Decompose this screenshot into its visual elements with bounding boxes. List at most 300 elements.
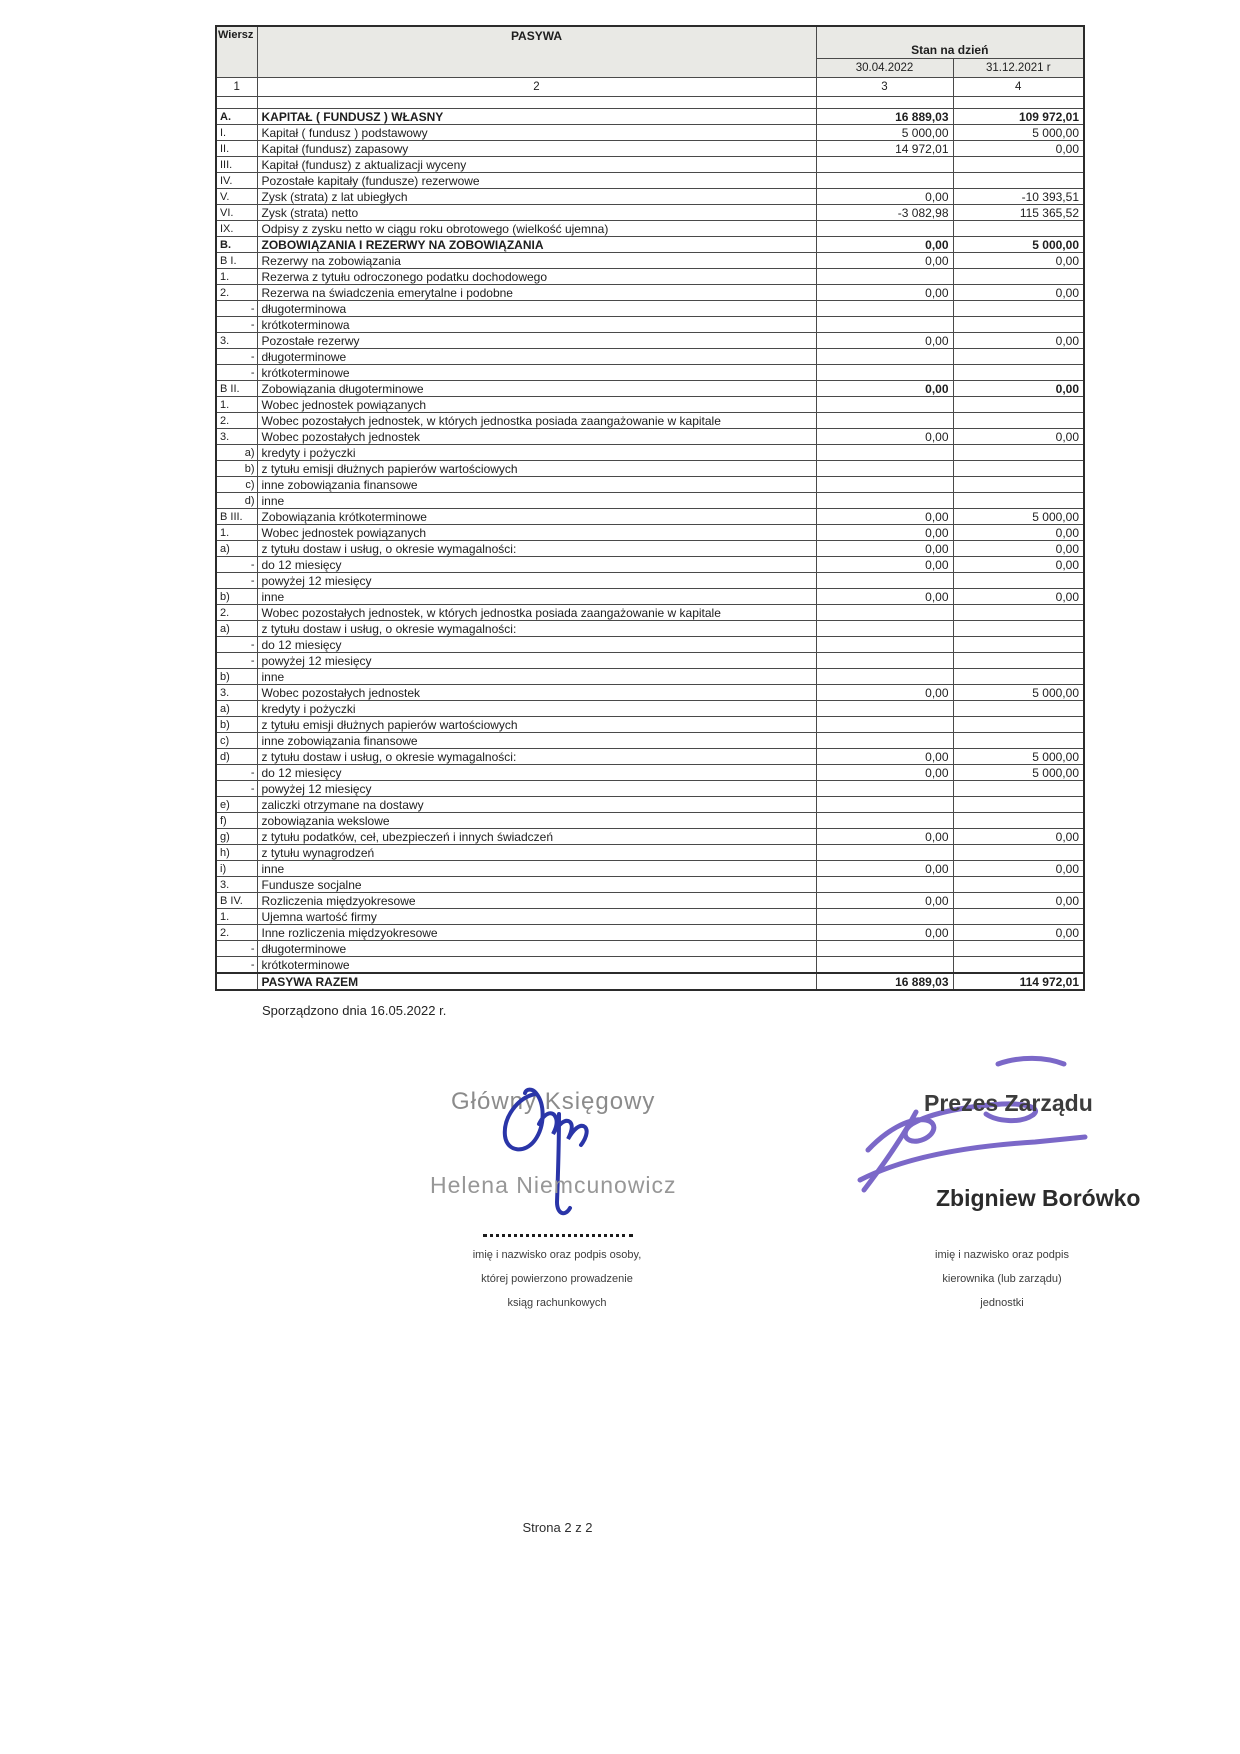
table-row bbox=[216, 925, 1084, 941]
row-value-30-04-2022 bbox=[816, 701, 953, 717]
row-label-cell: Inne rozliczenia międzyokresowe bbox=[257, 925, 816, 941]
row-value-30-04-2022: 0,00 bbox=[816, 685, 953, 701]
row-number-cell: b) bbox=[216, 669, 257, 685]
row-number-cell: 1. bbox=[216, 909, 257, 925]
row-value-31-12-2021 bbox=[953, 221, 1084, 237]
signature-dotted-line bbox=[483, 1234, 633, 1237]
table-row bbox=[216, 301, 1084, 317]
row-value-31-12-2021 bbox=[953, 845, 1084, 861]
row-number-cell: a) bbox=[216, 541, 257, 557]
table-row bbox=[216, 621, 1084, 637]
table-row bbox=[216, 525, 1084, 541]
row-number-cell: - bbox=[216, 557, 257, 573]
row-value-31-12-2021 bbox=[953, 493, 1084, 509]
liabilities-table-container bbox=[215, 25, 1085, 991]
row-label-cell: ZOBOWIĄZANIA I REZERWY NA ZOBOWIĄZANIA bbox=[257, 237, 816, 253]
row-value-31-12-2021: 0,00 bbox=[953, 589, 1084, 605]
table-row bbox=[216, 909, 1084, 925]
row-value-30-04-2022 bbox=[816, 397, 953, 413]
row-number-cell: VI. bbox=[216, 205, 257, 221]
row-value-31-12-2021 bbox=[953, 781, 1084, 797]
row-value-31-12-2021 bbox=[953, 733, 1084, 749]
column-number-3: 3 bbox=[816, 78, 953, 97]
row-value-30-04-2022 bbox=[816, 653, 953, 669]
row-number-cell: B III. bbox=[216, 509, 257, 525]
row-value-31-12-2021: 0,00 bbox=[953, 541, 1084, 557]
row-value-30-04-2022 bbox=[816, 797, 953, 813]
table-row bbox=[216, 173, 1084, 189]
row-value-30-04-2022: 0,00 bbox=[816, 557, 953, 573]
row-number-cell: 1. bbox=[216, 525, 257, 541]
row-value-30-04-2022: -3 082,98 bbox=[816, 205, 953, 221]
row-value-31-12-2021: 5 000,00 bbox=[953, 125, 1084, 141]
row-number-cell: 2. bbox=[216, 925, 257, 941]
table-row bbox=[216, 157, 1084, 173]
row-value-31-12-2021: 0,00 bbox=[953, 381, 1084, 397]
row-number-cell: - bbox=[216, 573, 257, 589]
row-value-31-12-2021 bbox=[953, 957, 1084, 974]
row-label-cell: z tytułu dostaw i usług, o okresie wymagalności: bbox=[257, 541, 816, 557]
row-number-cell: 1. bbox=[216, 269, 257, 285]
header-pasywa: PASYWA bbox=[257, 26, 816, 78]
row-value-30-04-2022: 0,00 bbox=[816, 285, 953, 301]
row-label-cell: długoterminowe bbox=[257, 349, 816, 365]
row-number-cell: b) bbox=[216, 589, 257, 605]
row-number-cell: B. bbox=[216, 237, 257, 253]
table-row bbox=[216, 109, 1084, 125]
row-value-31-12-2021 bbox=[953, 413, 1084, 429]
row-value-31-12-2021 bbox=[953, 621, 1084, 637]
table-row bbox=[216, 717, 1084, 733]
row-label-cell: Rezerwa z tytułu odroczonego podatku dochodowego bbox=[257, 269, 816, 285]
table-row bbox=[216, 605, 1084, 621]
right-caption-line-2: kierownika (lub zarządu) bbox=[942, 1273, 1062, 1285]
row-label-cell: inne bbox=[257, 669, 816, 685]
row-label-cell: zaliczki otrzymane na dostawy bbox=[257, 797, 816, 813]
row-value-30-04-2022 bbox=[816, 173, 953, 189]
row-value-31-12-2021 bbox=[953, 349, 1084, 365]
row-number-cell: - bbox=[216, 957, 257, 974]
row-value-30-04-2022: 0,00 bbox=[816, 589, 953, 605]
row-value-31-12-2021 bbox=[953, 669, 1084, 685]
row-number-cell: - bbox=[216, 317, 257, 333]
row-number-cell: i) bbox=[216, 861, 257, 877]
row-label-cell: Fundusze socjalne bbox=[257, 877, 816, 893]
row-label-cell: kredyty i pożyczki bbox=[257, 445, 816, 461]
row-number-cell: c) bbox=[216, 733, 257, 749]
row-label-cell: Pozostałe rezerwy bbox=[257, 333, 816, 349]
row-number-cell: IV. bbox=[216, 173, 257, 189]
page-number-footer: Strona 2 z 2 bbox=[522, 1520, 593, 1535]
row-value-31-12-2021 bbox=[953, 157, 1084, 173]
table-row bbox=[216, 381, 1084, 397]
row-number-cell: - bbox=[216, 365, 257, 381]
row-value-30-04-2022 bbox=[816, 957, 953, 974]
table-row bbox=[216, 685, 1084, 701]
row-label-cell: PASYWA RAZEM bbox=[257, 973, 816, 990]
row-label-cell: do 12 miesięcy bbox=[257, 557, 816, 573]
row-value-31-12-2021 bbox=[953, 269, 1084, 285]
row-label-cell: Rozliczenia międzyokresowe bbox=[257, 893, 816, 909]
row-label-cell: Rezerwa na świadczenia emerytalne i podobne bbox=[257, 285, 816, 301]
left-signature-role: Główny Księgowy bbox=[451, 1088, 656, 1115]
row-number-cell: 3. bbox=[216, 877, 257, 893]
row-value-30-04-2022 bbox=[816, 573, 953, 589]
row-label-cell: kredyty i pożyczki bbox=[257, 701, 816, 717]
row-value-30-04-2022 bbox=[816, 845, 953, 861]
table-row bbox=[216, 253, 1084, 269]
row-value-31-12-2021 bbox=[953, 605, 1084, 621]
row-label-cell: Zobowiązania długoterminowe bbox=[257, 381, 816, 397]
row-value-31-12-2021: 5 000,00 bbox=[953, 765, 1084, 781]
row-number-cell: 3. bbox=[216, 429, 257, 445]
row-value-31-12-2021 bbox=[953, 365, 1084, 381]
row-value-31-12-2021: 5 000,00 bbox=[953, 685, 1084, 701]
row-value-30-04-2022 bbox=[816, 413, 953, 429]
row-label-cell: inne zobowiązania finansowe bbox=[257, 477, 816, 493]
right-signature-name: Zbigniew Borówko bbox=[936, 1185, 1141, 1211]
left-caption-line-2: której powierzono prowadzenie bbox=[481, 1273, 633, 1285]
table-row bbox=[216, 669, 1084, 685]
table-row bbox=[216, 845, 1084, 861]
table-row bbox=[216, 461, 1084, 477]
row-value-31-12-2021 bbox=[953, 637, 1084, 653]
row-value-31-12-2021 bbox=[953, 445, 1084, 461]
row-label-cell: długoterminowa bbox=[257, 301, 816, 317]
row-value-30-04-2022 bbox=[816, 941, 953, 957]
row-label-cell: Zysk (strata) netto bbox=[257, 205, 816, 221]
header-date-1: 30.04.2022 bbox=[816, 58, 953, 77]
table-row bbox=[216, 733, 1084, 749]
row-value-31-12-2021: 114 972,01 bbox=[953, 973, 1084, 990]
row-label-cell: Kapitał ( fundusz ) podstawowy bbox=[257, 125, 816, 141]
row-number-cell: - bbox=[216, 653, 257, 669]
row-number-cell: B II. bbox=[216, 381, 257, 397]
table-row bbox=[216, 509, 1084, 525]
column-number-2: 2 bbox=[257, 78, 816, 97]
row-value-31-12-2021: 0,00 bbox=[953, 893, 1084, 909]
table-row bbox=[216, 941, 1084, 957]
row-value-31-12-2021: 0,00 bbox=[953, 253, 1084, 269]
row-number-cell: - bbox=[216, 765, 257, 781]
row-label-cell: do 12 miesięcy bbox=[257, 765, 816, 781]
row-value-31-12-2021 bbox=[953, 701, 1084, 717]
row-value-31-12-2021 bbox=[953, 941, 1084, 957]
row-number-cell: c) bbox=[216, 477, 257, 493]
row-value-30-04-2022 bbox=[816, 621, 953, 637]
left-signature-name: Helena Niemcunowicz bbox=[430, 1172, 677, 1198]
table-row bbox=[216, 349, 1084, 365]
table-row bbox=[216, 829, 1084, 845]
row-value-31-12-2021 bbox=[953, 717, 1084, 733]
row-value-30-04-2022 bbox=[816, 445, 953, 461]
row-value-30-04-2022: 0,00 bbox=[816, 749, 953, 765]
row-value-31-12-2021 bbox=[953, 173, 1084, 189]
row-value-31-12-2021: 0,00 bbox=[953, 333, 1084, 349]
row-value-31-12-2021 bbox=[953, 477, 1084, 493]
row-value-31-12-2021: 5 000,00 bbox=[953, 237, 1084, 253]
accountant-signature-icon bbox=[495, 1080, 615, 1230]
row-value-30-04-2022: 0,00 bbox=[816, 509, 953, 525]
row-value-31-12-2021 bbox=[953, 797, 1084, 813]
row-value-30-04-2022 bbox=[816, 813, 953, 829]
row-value-31-12-2021 bbox=[953, 877, 1084, 893]
row-label-cell: krótkoterminowa bbox=[257, 317, 816, 333]
row-label-cell: inne bbox=[257, 589, 816, 605]
table-row bbox=[216, 429, 1084, 445]
row-label-cell: inne bbox=[257, 861, 816, 877]
row-value-31-12-2021: 5 000,00 bbox=[953, 509, 1084, 525]
table-row bbox=[216, 221, 1084, 237]
row-value-30-04-2022: 0,00 bbox=[816, 333, 953, 349]
left-caption-line-1: imię i nazwisko oraz podpis osoby, bbox=[472, 1249, 642, 1261]
row-value-31-12-2021 bbox=[953, 909, 1084, 925]
row-value-31-12-2021: 0,00 bbox=[953, 429, 1084, 445]
row-number-cell: B IV. bbox=[216, 893, 257, 909]
row-label-cell: Wobec pozostałych jednostek bbox=[257, 429, 816, 445]
row-number-cell: IX. bbox=[216, 221, 257, 237]
row-label-cell: Kapitał (fundusz) zapasowy bbox=[257, 141, 816, 157]
row-value-30-04-2022: 0,00 bbox=[816, 829, 953, 845]
row-value-30-04-2022 bbox=[816, 365, 953, 381]
row-number-cell: 2. bbox=[216, 413, 257, 429]
row-value-30-04-2022: 0,00 bbox=[816, 925, 953, 941]
row-value-30-04-2022: 0,00 bbox=[816, 893, 953, 909]
row-value-31-12-2021 bbox=[953, 397, 1084, 413]
row-number-cell: - bbox=[216, 301, 257, 317]
left-caption-line-3: ksiąg rachunkowych bbox=[507, 1297, 607, 1309]
header-row-column: Wiersz bbox=[216, 26, 257, 78]
row-value-30-04-2022: 0,00 bbox=[816, 253, 953, 269]
table-row bbox=[216, 813, 1084, 829]
row-value-30-04-2022 bbox=[816, 733, 953, 749]
row-number-cell: I. bbox=[216, 125, 257, 141]
table-row bbox=[216, 893, 1084, 909]
row-number-cell: A. bbox=[216, 109, 257, 125]
row-value-30-04-2022: 0,00 bbox=[816, 429, 953, 445]
table-row bbox=[216, 877, 1084, 893]
row-label-cell: Ujemna wartość firmy bbox=[257, 909, 816, 925]
table-row bbox=[216, 125, 1084, 141]
row-number-cell: 2. bbox=[216, 285, 257, 301]
row-number-cell: a) bbox=[216, 445, 257, 461]
row-label-cell: zobowiązania wekslowe bbox=[257, 813, 816, 829]
row-label-cell: krótkoterminowe bbox=[257, 957, 816, 974]
table-row bbox=[216, 237, 1084, 253]
row-value-30-04-2022: 0,00 bbox=[816, 381, 953, 397]
table-row bbox=[216, 205, 1084, 221]
row-value-30-04-2022 bbox=[816, 493, 953, 509]
row-value-31-12-2021 bbox=[953, 317, 1084, 333]
row-value-30-04-2022: 0,00 bbox=[816, 525, 953, 541]
table-row bbox=[216, 749, 1084, 765]
row-number-cell: II. bbox=[216, 141, 257, 157]
table-row bbox=[216, 573, 1084, 589]
row-label-cell: z tytułu wynagrodzeń bbox=[257, 845, 816, 861]
row-number-cell: - bbox=[216, 349, 257, 365]
row-label-cell: inne bbox=[257, 493, 816, 509]
row-number-cell: 1. bbox=[216, 397, 257, 413]
row-label-cell: powyżej 12 miesięcy bbox=[257, 573, 816, 589]
row-number-cell: b) bbox=[216, 461, 257, 477]
table-row bbox=[216, 141, 1084, 157]
table-row bbox=[216, 445, 1084, 461]
row-value-30-04-2022 bbox=[816, 301, 953, 317]
table-row bbox=[216, 861, 1084, 877]
balance-sheet-table bbox=[215, 25, 1085, 991]
row-value-30-04-2022 bbox=[816, 781, 953, 797]
row-value-31-12-2021: 0,00 bbox=[953, 141, 1084, 157]
row-number-cell: g) bbox=[216, 829, 257, 845]
row-label-cell: Wobec pozostałych jednostek, w których jednostka posiada zaangażowanie w kapitale bbox=[257, 413, 816, 429]
column-number-1: 1 bbox=[216, 78, 257, 97]
right-caption-line-3: jednostki bbox=[980, 1297, 1024, 1309]
column-number-4: 4 bbox=[953, 78, 1084, 97]
table-row bbox=[216, 541, 1084, 557]
row-value-30-04-2022: 14 972,01 bbox=[816, 141, 953, 157]
row-value-31-12-2021: 115 365,52 bbox=[953, 205, 1084, 221]
row-number-cell: e) bbox=[216, 797, 257, 813]
row-value-30-04-2022: 0,00 bbox=[816, 189, 953, 205]
row-label-cell: Rezerwy na zobowiązania bbox=[257, 253, 816, 269]
row-label-cell: długoterminowe bbox=[257, 941, 816, 957]
table-row bbox=[216, 797, 1084, 813]
row-label-cell: Pozostałe kapitały (fundusze) rezerwowe bbox=[257, 173, 816, 189]
row-label-cell: z tytułu dostaw i usług, o okresie wymagalności: bbox=[257, 749, 816, 765]
table-row bbox=[216, 781, 1084, 797]
table-row bbox=[216, 189, 1084, 205]
table-row bbox=[216, 397, 1084, 413]
table-row bbox=[216, 317, 1084, 333]
table-row bbox=[216, 589, 1084, 605]
table-row bbox=[216, 557, 1084, 573]
row-label-cell: KAPITAŁ ( FUNDUSZ ) WŁASNY bbox=[257, 109, 816, 125]
row-label-cell: Wobec pozostałych jednostek, w których jednostka posiada zaangażowanie w kapitale bbox=[257, 605, 816, 621]
row-value-31-12-2021: -10 393,51 bbox=[953, 189, 1084, 205]
row-label-cell: z tytułu podatków, ceł, ubezpieczeń i innych świadczeń bbox=[257, 829, 816, 845]
row-value-30-04-2022 bbox=[816, 461, 953, 477]
row-number-cell: - bbox=[216, 781, 257, 797]
row-value-31-12-2021 bbox=[953, 301, 1084, 317]
table-row bbox=[216, 365, 1084, 381]
row-number-cell: - bbox=[216, 941, 257, 957]
row-value-30-04-2022 bbox=[816, 477, 953, 493]
row-value-30-04-2022 bbox=[816, 605, 953, 621]
row-number-cell: f) bbox=[216, 813, 257, 829]
row-value-31-12-2021: 0,00 bbox=[953, 829, 1084, 845]
row-label-cell: z tytułu dostaw i usług, o okresie wymagalności: bbox=[257, 621, 816, 637]
row-value-30-04-2022: 16 889,03 bbox=[816, 109, 953, 125]
row-label-cell: powyżej 12 miesięcy bbox=[257, 781, 816, 797]
row-value-30-04-2022: 0,00 bbox=[816, 861, 953, 877]
row-value-31-12-2021 bbox=[953, 573, 1084, 589]
header-date-2: 31.12.2021 r bbox=[953, 58, 1084, 77]
row-number-cell: III. bbox=[216, 157, 257, 173]
row-number-cell: 3. bbox=[216, 333, 257, 349]
row-value-30-04-2022 bbox=[816, 269, 953, 285]
row-number-cell: V. bbox=[216, 189, 257, 205]
row-label-cell: z tytułu emisji dłużnych papierów wartościowych bbox=[257, 461, 816, 477]
row-number-cell: d) bbox=[216, 749, 257, 765]
row-number-cell: B I. bbox=[216, 253, 257, 269]
row-value-30-04-2022 bbox=[816, 877, 953, 893]
row-value-30-04-2022: 0,00 bbox=[816, 765, 953, 781]
row-value-30-04-2022 bbox=[816, 669, 953, 685]
row-value-31-12-2021: 0,00 bbox=[953, 861, 1084, 877]
row-label-cell: Kapitał (fundusz) z aktualizacji wyceny bbox=[257, 157, 816, 173]
prepared-date-note: Sporządzono dnia 16.05.2022 r. bbox=[262, 1003, 447, 1018]
row-value-31-12-2021 bbox=[953, 461, 1084, 477]
table-row bbox=[216, 477, 1084, 493]
right-signature-role: Prezes Zarządu bbox=[924, 1090, 1093, 1116]
table-row bbox=[216, 701, 1084, 717]
table-row bbox=[216, 285, 1084, 301]
table-row bbox=[216, 269, 1084, 285]
row-number-cell bbox=[216, 973, 257, 990]
row-label-cell: do 12 miesięcy bbox=[257, 637, 816, 653]
row-value-30-04-2022: 0,00 bbox=[816, 237, 953, 253]
row-label-cell: powyżej 12 miesięcy bbox=[257, 653, 816, 669]
row-value-30-04-2022 bbox=[816, 349, 953, 365]
row-value-31-12-2021: 0,00 bbox=[953, 925, 1084, 941]
row-value-30-04-2022 bbox=[816, 157, 953, 173]
row-label-cell: inne zobowiązania finansowe bbox=[257, 733, 816, 749]
table-row bbox=[216, 765, 1084, 781]
row-value-30-04-2022: 16 889,03 bbox=[816, 973, 953, 990]
row-value-30-04-2022 bbox=[816, 221, 953, 237]
row-number-cell: h) bbox=[216, 845, 257, 861]
row-value-31-12-2021: 0,00 bbox=[953, 285, 1084, 301]
row-label-cell: z tytułu emisji dłużnych papierów wartościowych bbox=[257, 717, 816, 733]
row-number-cell: 3. bbox=[216, 685, 257, 701]
row-label-cell: Wobec pozostałych jednostek bbox=[257, 685, 816, 701]
row-value-30-04-2022 bbox=[816, 909, 953, 925]
table-row bbox=[216, 493, 1084, 509]
row-value-31-12-2021: 109 972,01 bbox=[953, 109, 1084, 125]
header-stan-na-dzien: Stan na dzień bbox=[816, 26, 1084, 58]
row-label-cell: krótkoterminowe bbox=[257, 365, 816, 381]
row-label-cell: Zobowiązania krótkoterminowe bbox=[257, 509, 816, 525]
row-label-cell: Wobec jednostek powiązanych bbox=[257, 397, 816, 413]
row-label-cell: Zysk (strata) z lat ubiegłych bbox=[257, 189, 816, 205]
table-row bbox=[216, 333, 1084, 349]
right-caption-line-1: imię i nazwisko oraz podpis bbox=[935, 1249, 1069, 1261]
table-row bbox=[216, 973, 1084, 990]
row-value-30-04-2022 bbox=[816, 637, 953, 653]
row-value-30-04-2022: 0,00 bbox=[816, 541, 953, 557]
row-number-cell: - bbox=[216, 637, 257, 653]
table-row bbox=[216, 637, 1084, 653]
row-number-cell: a) bbox=[216, 621, 257, 637]
row-value-31-12-2021: 0,00 bbox=[953, 525, 1084, 541]
row-label-cell: Wobec jednostek powiązanych bbox=[257, 525, 816, 541]
row-value-31-12-2021 bbox=[953, 813, 1084, 829]
row-value-31-12-2021 bbox=[953, 653, 1084, 669]
row-number-cell: 2. bbox=[216, 605, 257, 621]
row-number-cell: d) bbox=[216, 493, 257, 509]
row-value-30-04-2022 bbox=[816, 717, 953, 733]
row-label-cell: Odpisy z zysku netto w ciągu roku obrotowego (wielkość ujemna) bbox=[257, 221, 816, 237]
row-value-30-04-2022 bbox=[816, 317, 953, 333]
spacer-row bbox=[216, 97, 1084, 109]
row-value-31-12-2021: 0,00 bbox=[953, 557, 1084, 573]
row-value-31-12-2021: 5 000,00 bbox=[953, 749, 1084, 765]
row-value-30-04-2022: 5 000,00 bbox=[816, 125, 953, 141]
table-row bbox=[216, 957, 1084, 974]
row-number-cell: a) bbox=[216, 701, 257, 717]
table-row bbox=[216, 413, 1084, 429]
row-number-cell: b) bbox=[216, 717, 257, 733]
